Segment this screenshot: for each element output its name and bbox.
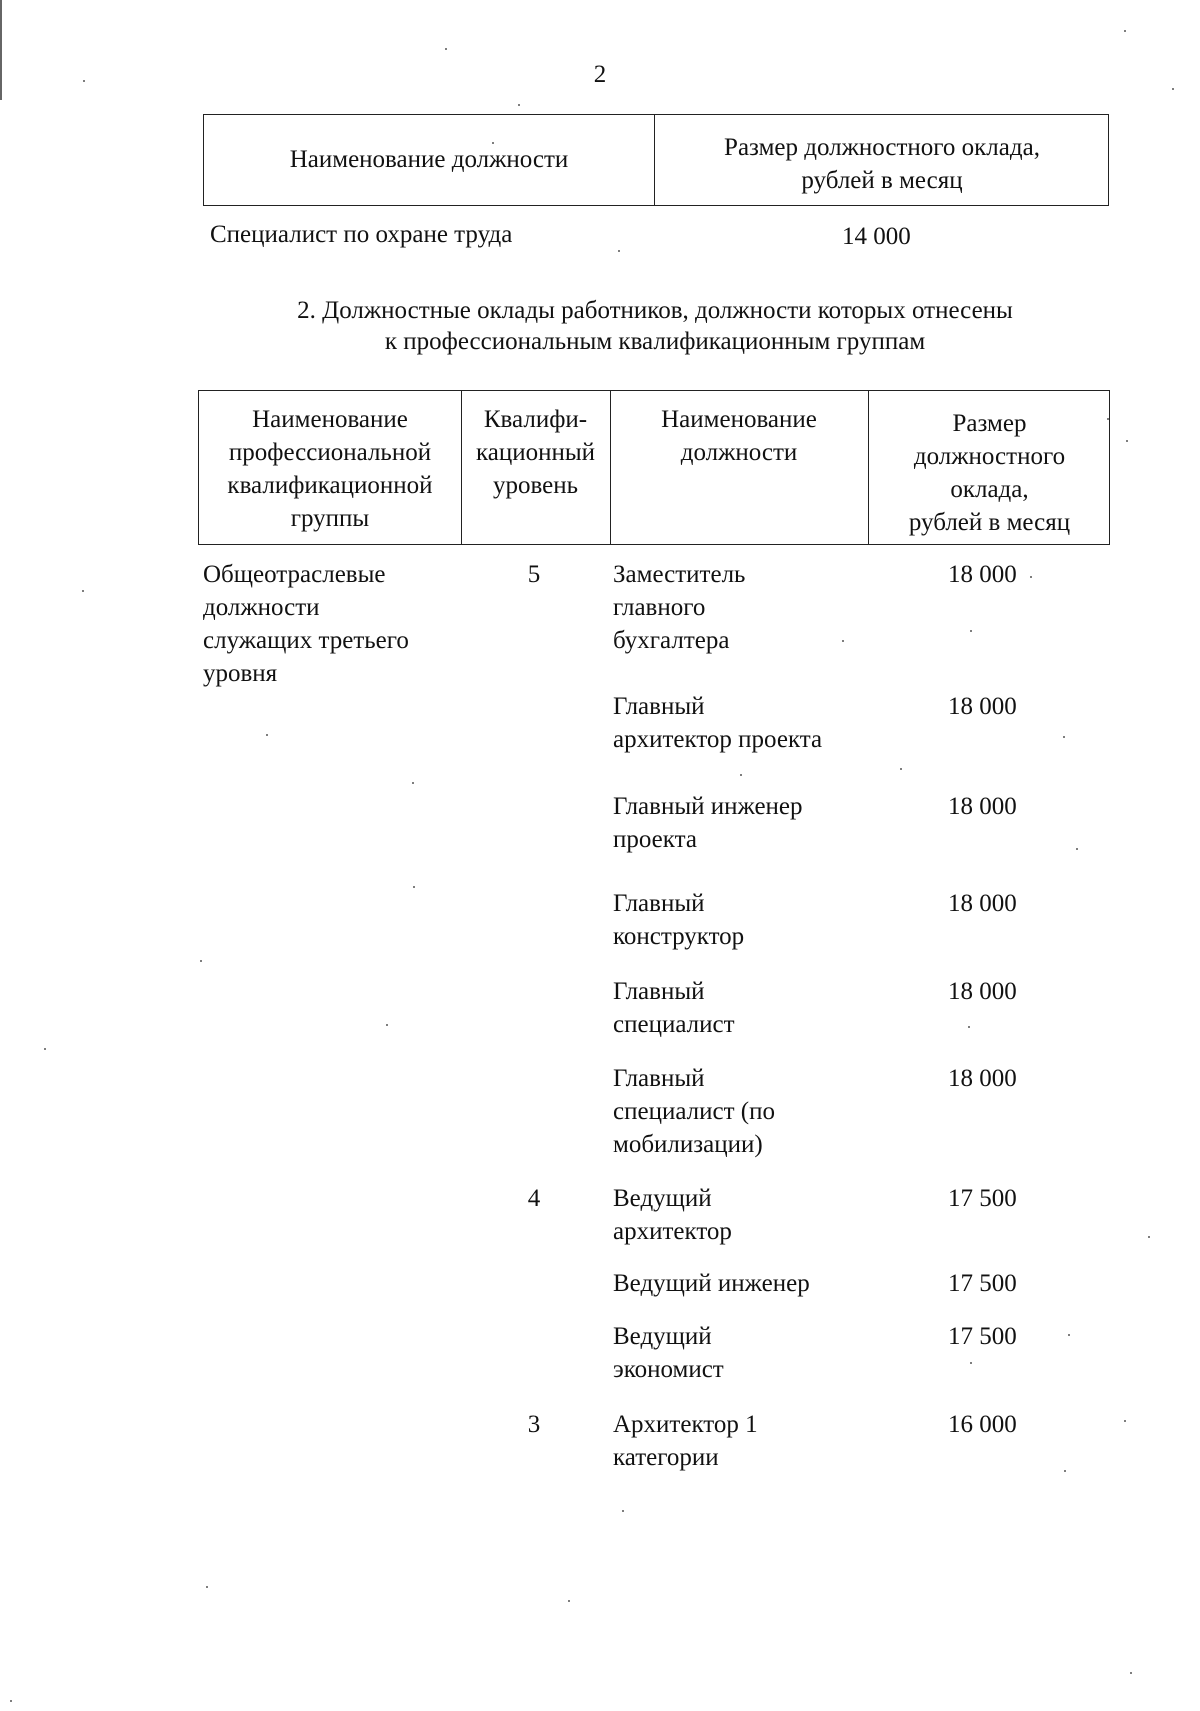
scan-speck xyxy=(618,250,620,252)
position-name-line: Главный xyxy=(613,1065,705,1092)
position-name xyxy=(613,1408,758,1474)
header-level-line: уровень xyxy=(492,472,579,499)
scan-speck xyxy=(83,80,85,82)
scan-speck xyxy=(386,1024,388,1026)
salary-value: 18 000 xyxy=(948,793,1017,820)
group-name-line: Общеотраслевые xyxy=(203,561,386,588)
qualification-level: 4 xyxy=(527,1185,541,1212)
header-group xyxy=(199,403,461,535)
qualification-table-header xyxy=(198,390,1110,545)
scan-speck xyxy=(1130,1672,1132,1674)
header-group-line: группы xyxy=(290,505,370,532)
position-name xyxy=(613,790,803,856)
page-number: 2 xyxy=(593,61,607,88)
scan-speck xyxy=(1172,88,1174,90)
scan-speck xyxy=(492,142,494,144)
header-group-line: профессиональной xyxy=(228,439,432,466)
salary-table-header xyxy=(203,114,1109,206)
scan-speck xyxy=(413,886,415,888)
group-name xyxy=(203,558,409,690)
position-name xyxy=(613,1182,732,1248)
scan-speck xyxy=(900,768,902,770)
position-name-line: Главный xyxy=(613,890,705,917)
header-group-line: Наименование xyxy=(252,406,408,433)
scan-speck xyxy=(44,1048,46,1050)
scan-speck xyxy=(740,774,742,776)
scan-speck xyxy=(1068,1334,1070,1336)
scan-speck xyxy=(206,1586,208,1588)
position-name-line: Заместитель xyxy=(613,561,746,588)
scan-speck xyxy=(1064,1470,1066,1472)
scan-speck xyxy=(445,48,447,50)
group-name-line: уровня xyxy=(203,660,278,687)
scan-speck xyxy=(1107,418,1109,420)
header-position xyxy=(610,403,868,469)
header-position: Наименование должности xyxy=(289,146,569,173)
position-name-line: Ведущий инженер xyxy=(613,1270,810,1297)
section-heading-line1: 2. Должностные оклады работников, должности которых отнесены xyxy=(297,297,1013,324)
position-name-line: Ведущий xyxy=(613,1185,712,1212)
scan-speck xyxy=(1148,1236,1150,1238)
scan-speck xyxy=(82,590,84,592)
group-name-line: служащих третьего xyxy=(203,627,409,654)
position-name-line: архитектор проекта xyxy=(613,726,823,753)
scan-speck xyxy=(412,782,414,784)
salary-value: 18 000 xyxy=(948,890,1017,917)
header-position-line: должности xyxy=(680,439,798,466)
position-name-line: специалист xyxy=(613,1011,735,1038)
position-name-line: бухгалтера xyxy=(613,627,730,654)
header-level-line: Квалифи- xyxy=(483,406,588,433)
header-position-line: Наименование xyxy=(661,406,817,433)
qualification-level: 5 xyxy=(527,561,541,588)
header-salary-line: Размер xyxy=(952,410,1027,437)
scan-speck xyxy=(568,1600,570,1602)
section-heading-line2: к профессиональным квалификационным группам xyxy=(384,328,926,355)
position-name-line: Главный xyxy=(613,978,705,1005)
position-name-line: Главный xyxy=(613,693,705,720)
position-name xyxy=(613,558,745,657)
scan-speck xyxy=(1124,30,1126,32)
position-name-line: мобилизации) xyxy=(613,1131,763,1158)
salary-value: 17 500 xyxy=(948,1185,1017,1212)
position-name xyxy=(613,1320,724,1386)
header-level-line: кационный xyxy=(475,439,596,466)
scan-speck xyxy=(1030,576,1032,578)
position-name-line: Архитектор 1 xyxy=(613,1411,758,1438)
salary-value: 18 000 xyxy=(948,978,1017,1005)
header-salary-line: оклада, xyxy=(950,476,1029,503)
header-group-line: квалификационной xyxy=(227,472,433,499)
table1-row-position: Специалист по охране труда xyxy=(210,221,513,248)
position-name-line: главного xyxy=(613,594,706,621)
scan-speck xyxy=(266,734,268,736)
header-salary-line: должностного xyxy=(913,443,1066,470)
scan-speck xyxy=(1076,848,1078,850)
scan-speck xyxy=(622,1510,624,1512)
position-name-line: Главный инженер xyxy=(613,793,803,820)
scan-speck xyxy=(968,1026,970,1028)
header-salary-line: рублей в месяц xyxy=(908,509,1071,536)
salary-value: 18 000 xyxy=(948,693,1017,720)
position-name-line: конструктор xyxy=(613,923,745,950)
section-heading xyxy=(0,294,1200,358)
salary-value: 18 000 xyxy=(948,561,1017,588)
salary-value: 17 500 xyxy=(948,1270,1017,1297)
scan-speck xyxy=(10,1700,12,1702)
position-name xyxy=(613,690,822,756)
position-name-line: категории xyxy=(613,1444,719,1471)
position-name-line: проекта xyxy=(613,826,697,853)
group-name-line: должности xyxy=(203,594,320,621)
position-name xyxy=(613,887,744,953)
header-salary-line2: рублей в месяц xyxy=(801,167,963,194)
scan-speck xyxy=(842,640,844,642)
scan-speck xyxy=(970,630,972,632)
position-name-line: Ведущий xyxy=(613,1323,712,1350)
position-name-line: архитектор xyxy=(613,1218,732,1245)
position-name-line: специалист (по xyxy=(613,1098,775,1125)
scan-speck xyxy=(1124,1420,1126,1422)
position-name xyxy=(613,1267,810,1300)
position-name xyxy=(613,1062,775,1161)
salary-value: 18 000 xyxy=(948,1065,1017,1092)
header-level xyxy=(461,403,610,502)
qualification-level: 3 xyxy=(527,1411,541,1438)
scan-speck xyxy=(200,960,202,962)
scan-speck xyxy=(518,104,520,106)
salary-value: 16 000 xyxy=(948,1411,1017,1438)
scan-speck xyxy=(1063,736,1065,738)
header-salary-line1: Размер должностного оклада, xyxy=(724,134,1040,161)
scan-speck xyxy=(1126,440,1128,442)
header-salary xyxy=(868,407,1111,539)
table1-row-salary: 14 000 xyxy=(842,223,911,250)
scan-speck xyxy=(970,1362,972,1364)
header-salary xyxy=(654,131,1110,197)
salary-value: 17 500 xyxy=(948,1323,1017,1350)
position-name-line: экономист xyxy=(613,1356,724,1383)
position-name xyxy=(613,975,735,1041)
